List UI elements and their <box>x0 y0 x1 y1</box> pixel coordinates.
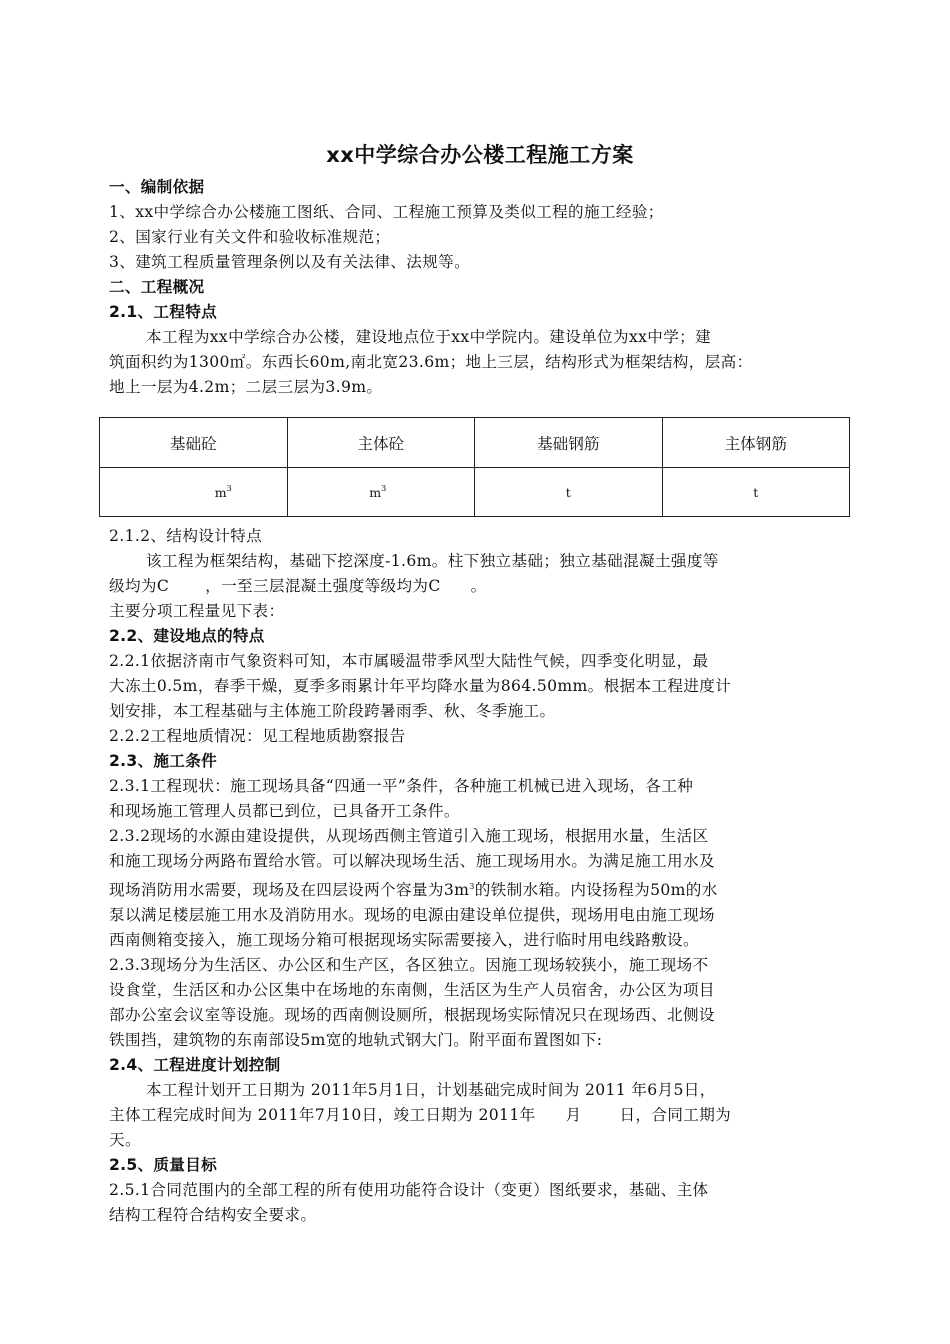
subsection-heading: 2.1、工程特点 <box>109 303 217 321</box>
table-header-cell: 基础砼 <box>100 418 288 468</box>
text-span: 主体工程完成时间为 2011年7月10日，竣工日期为 2011年 <box>109 1106 536 1124</box>
list-item: 3、建筑工程质量管理条例以及有关法律、法规等。 <box>109 253 471 271</box>
text-span: 日，合同工期为 <box>619 1106 732 1124</box>
section-body <box>109 524 851 1228</box>
paragraph-line <box>109 1103 851 1128</box>
section-basis <box>109 175 851 400</box>
paragraph-line: 部办公室会议室等设施。现场的西南侧设厕所，根据现场实际情况只在现场西、北侧设 <box>109 1006 715 1024</box>
table-cell <box>100 468 288 517</box>
paragraph-line: 2.3.3现场分为生活区、办公区和生产区，各区独立。因施工现场较狭小，施工现场不 <box>109 956 709 974</box>
list-item: 2、国家行业有关文件和验收标准规范； <box>109 228 391 246</box>
table-header-cell: 主体钢筋 <box>662 418 850 468</box>
paragraph-line: 本工程计划开工日期为 2011年5月1日，计划基础完成时间为 2011 年6月5日， <box>146 1081 716 1099</box>
paragraph-line: 和现场施工管理人员都已到位，已具备开工条件。 <box>109 802 460 820</box>
paragraph-line: 2.2.1依据济南市气象资料可知，本市属暖温带季风型大陆性气候，四季变化明显，最 <box>109 652 709 670</box>
paragraph-line <box>109 874 851 903</box>
unit-superscript: 3 <box>381 484 387 493</box>
document-title: xx中学综合办公楼工程施工方案 <box>326 143 634 167</box>
paragraph-line: 天。 <box>109 1131 141 1149</box>
paragraph-line: 铁围挡，建筑物的东南部设5m宽的地轨式钢大门。附平面布置图如下: <box>109 1031 603 1049</box>
paragraph-line: 主要分项工程量见下表： <box>109 602 285 620</box>
table-row <box>100 468 850 517</box>
unit-superscript: 3 <box>226 484 232 493</box>
paragraph-line: 和施工现场分两路布置给水管。可以解决现场生活、施工现场用水。为满足施工用水及 <box>109 852 715 870</box>
list-item: 1、xx中学综合办公楼施工图纸、合同、工程施工预算及类似工程的施工经验； <box>109 203 664 221</box>
text-span: 。 <box>470 577 487 595</box>
subsection-heading: 2.3、施工条件 <box>109 752 217 770</box>
paragraph-line: 该工程为框架结构，基础下挖深度-1.6m。柱下独立基础；独立基础混凝土强度等 <box>146 552 719 570</box>
unit-label: m <box>214 485 227 500</box>
subsection-heading: 2.4、工程进度计划控制 <box>109 1056 281 1074</box>
table-header-row <box>100 418 850 468</box>
paragraph-line: 西南侧箱变接入，施工现场分箱可根据现场实际需要接入，进行临时用电线路敷设。 <box>109 931 699 949</box>
text-span: 月 <box>565 1106 582 1124</box>
text-span: 现场消防用水需要，现场及在四层设两个容量为3m <box>109 881 470 899</box>
table-header-cell: 基础钢筋 <box>475 418 663 468</box>
subsection-heading: 2.5、质量目标 <box>109 1156 217 1174</box>
section-heading: 一、编制依据 <box>109 178 205 196</box>
paragraph-line <box>109 574 851 599</box>
table-cell <box>662 468 850 517</box>
unit-label: t <box>565 484 571 500</box>
paragraph-line: 结构工程符合结构安全要求。 <box>109 1206 317 1224</box>
paragraph-line: 2.3.1工程现状：施工现场具备“四通一平”条件，各种施工机械已进入现场，各工种 <box>109 777 694 795</box>
unit-superscript: 3 <box>469 882 475 891</box>
unit-label: t <box>753 484 759 500</box>
text-span: 级均为C <box>109 577 170 595</box>
paragraph-line: 本工程为xx中学综合办公楼，建设地点位于xx中学院内。建设单位为xx中学；建 <box>146 328 712 346</box>
paragraph-line: 地上一层为4.2m；二层三层为3.9m。 <box>109 378 383 396</box>
table-cell <box>475 468 663 517</box>
paragraph-line: 大冻土0.5m，春季干燥，夏季多雨累计年平均降水量为864.50mm。根据本工程进度计 <box>109 677 732 695</box>
paragraph-line: 设食堂，生活区和办公区集中在场地的东南侧，生活区为生产人员宿舍，办公区为项目 <box>109 981 715 999</box>
quantity-table <box>99 417 850 517</box>
text-span: 的铁制水箱。内设扬程为50m的水 <box>474 881 718 899</box>
table-cell <box>287 468 475 517</box>
subsection-heading: 2.2、建设地点的特点 <box>109 627 265 645</box>
paragraph-line: 筑面积约为1300㎡。东西长60m,南北宽23.6m；地上三层，结构形式为框架结构，层高： <box>109 353 753 371</box>
unit-label: m <box>369 485 382 500</box>
section-heading: 二、工程概况 <box>109 278 205 296</box>
paragraph-line: 2.3.2现场的水源由建设提供，从现场西侧主管道引入施工现场，根据用水量，生活区 <box>109 827 709 845</box>
paragraph-line: 2.5.1合同范围内的全部工程的所有使用功能符合设计（变更）图纸要求，基础、主体 <box>109 1181 709 1199</box>
table-header-cell: 主体砼 <box>287 418 475 468</box>
subsection-heading-plain: 2.1.2、结构设计特点 <box>109 527 263 545</box>
text-span: ，一至三层混凝土强度等级均为C <box>205 577 441 595</box>
paragraph-line: 划安排，本工程基础与主体施工阶段跨暑雨季、秋、冬季施工。 <box>109 702 556 720</box>
paragraph-line: 2.2.2工程地质情况：见工程地质勘察报告 <box>109 727 406 745</box>
paragraph-line: 泵以满足楼层施工用水及消防用水。现场的电源由建设单位提供，现场用电由施工现场 <box>109 906 715 924</box>
